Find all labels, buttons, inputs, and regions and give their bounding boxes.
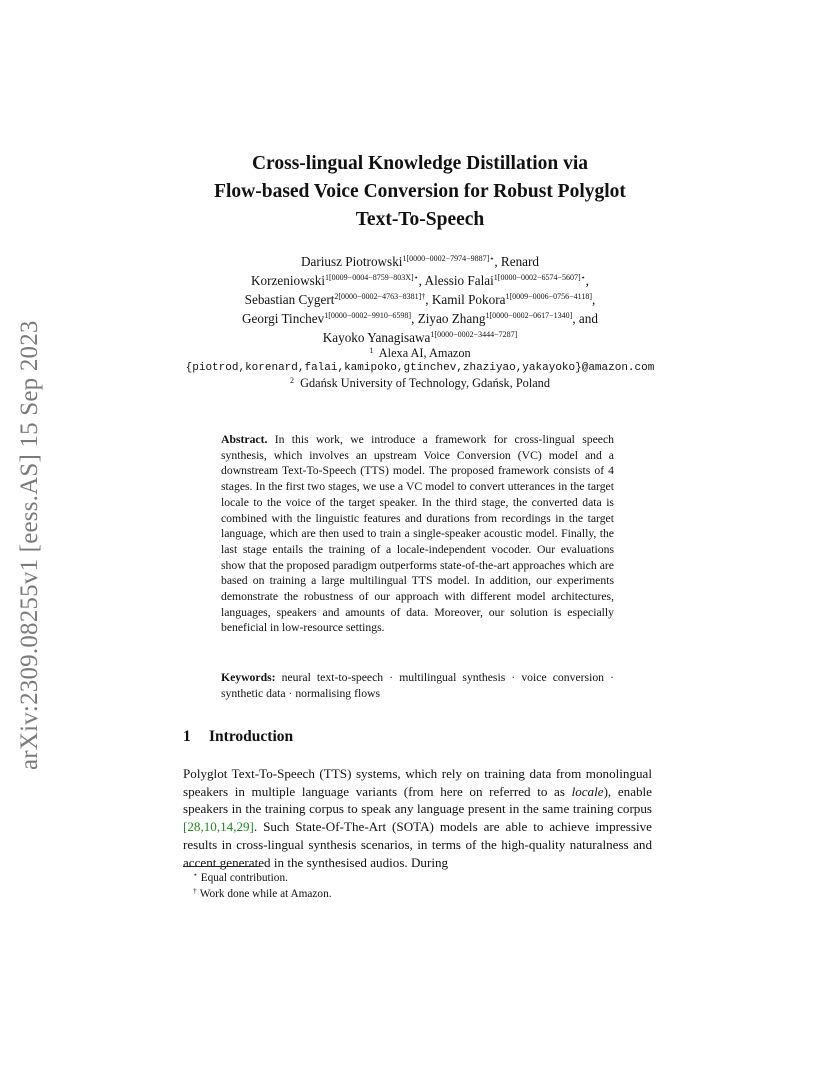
abstract-text: In this work, we introduce a framework for cross-lingual speech synthesis, which involves an upstream Voice Conversion (VC) model and a downstream Text-To-Speech (TTS) model. The proposed framework consists of 4 stages. In the first two stages, we use a VC model to convert utterances in the target locale to the voice of the target speaker. In the third stage, the converted data is combined with the linguistic features and durations from recordings in the target language, which are then used to train a single-speaker acoustic model. Finally, the last stage entails the training of a locale-independent vocoder. Our evaluations show that the proposed paradigm outperforms state-of-the-art approaches which are based on training a large multilingual TTS model. In addition, our experiments demonstrate the robustness of our approach with different model architectures, languages, speakers and amounts of data. Moreover, our solution is especially beneficial in low-resource settings. [221,433,615,635]
author-line-4 [170,309,670,328]
author-orcid: 1[0000−0002−3444−7287] [430,330,518,339]
title-line-2: Flow-based Voice Conversion for Robust Polyglot [214,181,626,202]
author-name: Kamil Pokora [431,292,506,307]
author-separator: , and [572,311,598,326]
section-heading [183,728,293,746]
author-orcid: 1[0000−0002−6574−5607]⋆ [493,273,586,282]
section-title: Introduction [209,728,294,745]
author-orcid: 1[0009−0004−8759−803X]⋆ [325,273,419,282]
author-line-5 [170,328,670,347]
affiliation-name: Alexa AI, Amazon [378,346,471,360]
keywords-label: Keywords: [221,671,276,684]
affiliation-1 [150,346,690,361]
footnote-mark: ⋆ [193,870,198,879]
affiliations [150,346,690,391]
footnote [193,886,332,902]
arxiv-identifier-stamp: arXiv:2309.08255v1 [eess.AS] 15 Sep 2023 [16,320,43,770]
author-name: Ziyao Zhang [417,311,486,326]
author-name: Dariusz Piotrowski [300,254,403,269]
section-number: 1 [183,728,191,745]
intro-paragraph [183,765,652,871]
affiliation-2 [150,376,690,391]
footnote [193,870,332,886]
author-separator: , [585,273,589,288]
paper-title [150,150,690,234]
footnote-text: Work done while at Amazon. [199,888,332,900]
abstract [221,432,614,636]
author-line-2 [170,271,670,290]
footnote-text: Equal contribution. [200,872,288,884]
author-name: Korzeniowski [251,273,326,288]
keywords-text: neural text-to-speech · multilingual synthesis · voice conversion · synthetic data · normalising flows [221,671,614,700]
intro-text: . Such State-Of-The-Art (SOTA) models are able to achieve impressive results in cross-lingual synthesis scenarios, in terms of the high-quality naturalness and accent generated in the synthesised audios. During [183,819,652,870]
author-line-3 [170,290,670,309]
footnotes [193,870,332,902]
author-list [170,252,670,347]
author-separator: , [418,273,425,288]
footnote-mark: † [193,886,197,895]
title-line-3: Text-To-Speech [355,209,485,230]
author-separator: , [411,311,418,326]
author-orcid: 1[0000−0002−9910−6598] [324,311,412,320]
author-name: Sebastian Cygert [244,292,335,307]
author-name: Kayoko Yanagisawa [322,330,431,345]
citation-link[interactable]: [28,10,14,29] [183,819,254,835]
author-separator: , [425,292,432,307]
author-separator: , [592,292,596,307]
author-name: Alessio Falai [424,273,494,288]
author-name: Georgi Tinchev [242,311,325,326]
intro-emphasis: locale [571,783,604,799]
author-emails: {piotrod,korenard,falai,kamipoko,gtinchev,zhaziyao,yakayoko}@amazon.com [185,362,655,374]
affiliation-name: Gdańsk University of Technology, Gdańsk, Poland [300,376,550,390]
affiliation-marker: 1 [369,346,374,355]
intro-text: ), enable speakers in the training corpus to speak any language present in the same training corpus [183,783,652,817]
abstract-label: Abstract. [221,433,268,446]
author-orcid: 1[0009−0006−0756−4118] [505,292,593,301]
author-line-1 [170,252,670,271]
author-orcid: 1[0000−0002−7974−9887]⋆ [402,254,495,263]
intro-text: Polyglot Text-To-Speech (TTS) systems, which rely on training data from monolingual speakers in multiple language variants (from here on referred to as [183,766,652,799]
keywords [221,670,614,701]
footnote-divider [183,866,260,867]
author-orcid: 1[0000−0002−0617−1340] [485,311,573,320]
author-separator: , Renard [494,254,540,269]
author-orcid: 2[0000−0002−4763−8381]† [334,292,426,301]
title-line-1: Cross-lingual Knowledge Distillation via [251,153,589,174]
affiliation-marker: 2 [290,376,294,385]
